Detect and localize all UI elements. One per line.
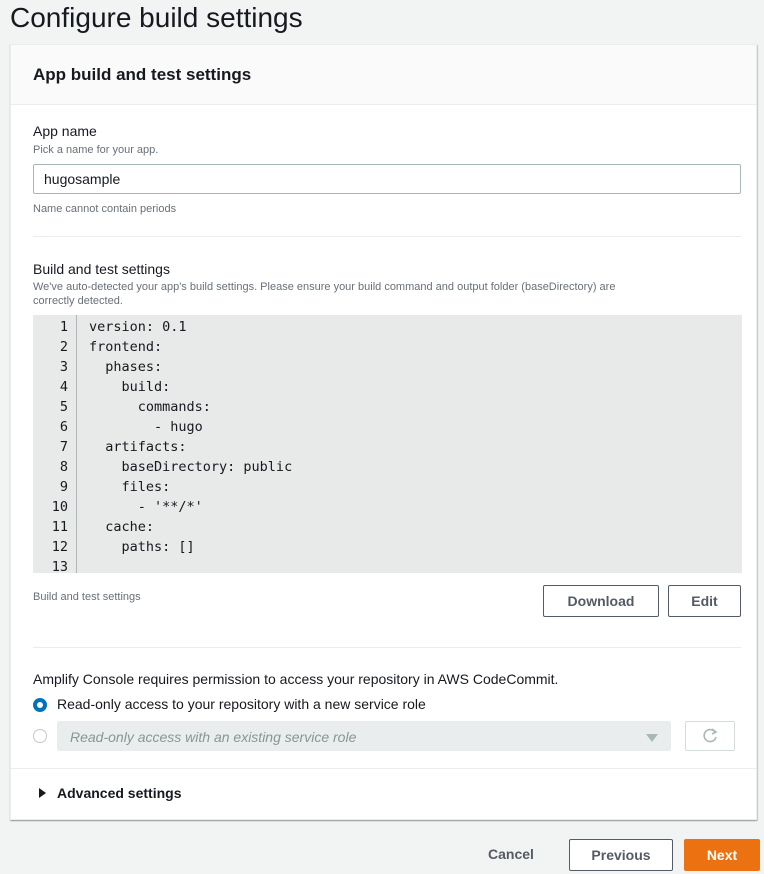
advanced-settings-toggle[interactable]: Advanced settings [57, 785, 182, 801]
divider [33, 647, 741, 648]
build-settings-label: Build and test settings [33, 261, 170, 277]
line-number: 3 [59, 359, 68, 375]
line-number: 6 [59, 419, 68, 435]
previous-button[interactable]: Previous [569, 839, 673, 871]
panel-title: App build and test settings [33, 65, 252, 84]
code-line: artifacts: [89, 439, 187, 455]
existing-role-radio[interactable] [33, 729, 47, 743]
build-settings-panel [10, 44, 757, 820]
code-line: version: 0.1 [89, 319, 187, 335]
code-line: phases: [89, 359, 163, 375]
refresh-button[interactable] [685, 721, 735, 751]
divider [33, 236, 741, 237]
panel-header [11, 45, 756, 105]
line-number: 11 [51, 519, 68, 535]
app-name-input[interactable] [33, 164, 741, 194]
edit-button[interactable]: Edit [668, 585, 741, 617]
permission-message: Amplify Console requires permission to access your repository in AWS CodeCommit. [33, 671, 559, 687]
download-button[interactable]: Download [543, 585, 659, 617]
new-role-radio[interactable] [33, 698, 47, 712]
line-number: 4 [59, 379, 68, 395]
code-line: cache: [89, 519, 155, 535]
build-spec-editor[interactable] [33, 315, 742, 573]
code-line: - '**/*' [89, 499, 203, 515]
cancel-button[interactable]: Cancel [488, 846, 534, 862]
page-title: Configure build settings [10, 2, 303, 33]
line-number: 2 [59, 339, 68, 355]
line-number: 8 [59, 459, 68, 475]
existing-role-select[interactable] [57, 721, 671, 751]
divider [11, 768, 756, 769]
code-line: commands: [89, 399, 211, 415]
app-name-constraint: Name cannot contain periods [33, 203, 177, 215]
line-number: 5 [59, 399, 68, 415]
line-number: 10 [51, 499, 68, 515]
code-line: build: [89, 379, 171, 395]
code-line: paths: [] [89, 539, 195, 555]
new-role-radio-label[interactable]: Read-only access to your repository with a new service role [57, 696, 426, 712]
code-line: - hugo [89, 419, 203, 435]
build-settings-caption: Build and test settings [33, 591, 141, 603]
build-settings-description-line1: We've auto-detected your app's build settings. Please ensure your build command and output folder (baseDirectory) are [33, 281, 616, 293]
line-number: 7 [59, 439, 68, 455]
code-line: baseDirectory: public [89, 459, 293, 475]
next-button[interactable]: Next [684, 839, 760, 871]
line-number: 9 [59, 479, 68, 495]
build-settings-description-line2: correctly detected. [33, 295, 123, 307]
line-number-gutter [33, 315, 77, 573]
app-name-label: App name [33, 123, 97, 139]
line-number: 12 [51, 539, 68, 555]
code-line: frontend: [89, 339, 163, 355]
caret-down-icon [646, 734, 658, 742]
triangle-right-icon [39, 788, 46, 798]
existing-role-select-placeholder: Read-only access with an existing service role [70, 729, 357, 745]
line-number: 1 [59, 319, 68, 335]
refresh-icon [701, 727, 719, 745]
app-name-description: Pick a name for your app. [33, 144, 159, 156]
code-line: files: [89, 479, 171, 495]
line-number: 13 [51, 559, 68, 575]
